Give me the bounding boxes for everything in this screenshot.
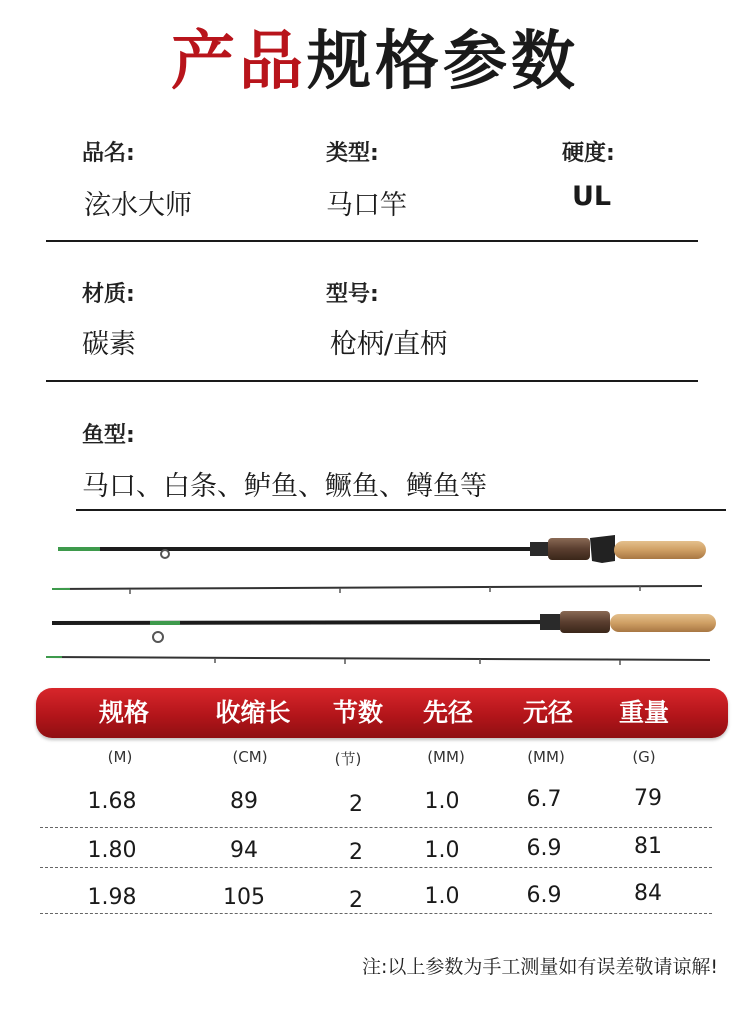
fishing-rods-illustration: [40, 525, 730, 675]
material-value: 碳素: [82, 329, 136, 360]
header-weight: 重量: [618, 698, 669, 727]
type-value: 马口竿: [326, 190, 407, 221]
divider-3: [76, 509, 726, 511]
header-butt-diameter: 元径: [522, 698, 573, 727]
cell-sections: 2: [349, 792, 363, 817]
unit-sections: (节): [334, 750, 362, 768]
title-black-part: 规格参数: [307, 25, 579, 99]
divider-2: [46, 380, 698, 382]
material-label: 材质:: [82, 282, 135, 307]
model-label: 型号:: [326, 282, 379, 307]
cell-retracted-length: 105: [223, 885, 265, 910]
header-spec: 规格: [98, 698, 149, 727]
cell-sections: 2: [349, 888, 363, 913]
rod-tip-2: [46, 657, 710, 665]
cell-spec: 1.98: [87, 885, 137, 910]
table-header: [36, 688, 728, 738]
rod-butt-casting: [58, 535, 706, 563]
fish-label: 鱼型:: [82, 423, 135, 448]
cell-weight: 81: [634, 834, 662, 859]
cell-tip-diameter: 1.0: [424, 838, 460, 863]
hardness-label: 硬度:: [562, 141, 615, 166]
cell-weight: 84: [634, 881, 662, 906]
name-value: 泫水大师: [84, 190, 192, 221]
rod-butt-spinning: [52, 611, 716, 642]
unit-retracted-length: (CM): [232, 748, 268, 766]
disclaimer-note: 注:以上参数为手工测量如有误差敬请谅解!: [361, 956, 718, 978]
cell-tip-diameter: 1.0: [424, 789, 460, 814]
cell-retracted-length: 94: [230, 838, 258, 863]
type-label: 类型:: [326, 141, 379, 166]
cell-weight: 79: [634, 786, 662, 811]
row-divider: [40, 827, 712, 828]
title-red-part: 产品: [171, 25, 307, 99]
cell-sections: 2: [349, 840, 363, 865]
unit-tip-diameter: (MM): [427, 748, 465, 766]
fish-value: 马口、白条、鲈鱼、鳜鱼、鳟鱼等: [82, 471, 487, 502]
header-sections: 节数: [332, 698, 383, 727]
cell-spec: 1.68: [87, 789, 137, 814]
cell-butt-diameter: 6.9: [526, 836, 562, 861]
name-label: 品名:: [82, 141, 135, 166]
header-retracted-length: 收缩长: [215, 698, 291, 727]
hardness-value: UL: [572, 181, 612, 212]
unit-spec: (M): [107, 748, 133, 766]
divider-1: [46, 240, 698, 242]
row-divider: [40, 913, 712, 914]
cell-spec: 1.80: [87, 838, 137, 863]
unit-butt-diameter: (MM): [527, 748, 565, 766]
page-title: [0, 22, 750, 102]
cell-butt-diameter: 6.9: [526, 883, 562, 908]
unit-weight: (G): [632, 748, 656, 766]
cell-butt-diameter: 6.7: [526, 787, 562, 812]
header-tip-diameter: 先径: [422, 698, 473, 727]
cell-retracted-length: 89: [230, 789, 258, 814]
cell-tip-diameter: 1.0: [424, 884, 460, 909]
rod-tip-1: [52, 586, 702, 594]
row-divider: [40, 867, 712, 868]
model-value: 枪柄/直柄: [330, 329, 448, 360]
